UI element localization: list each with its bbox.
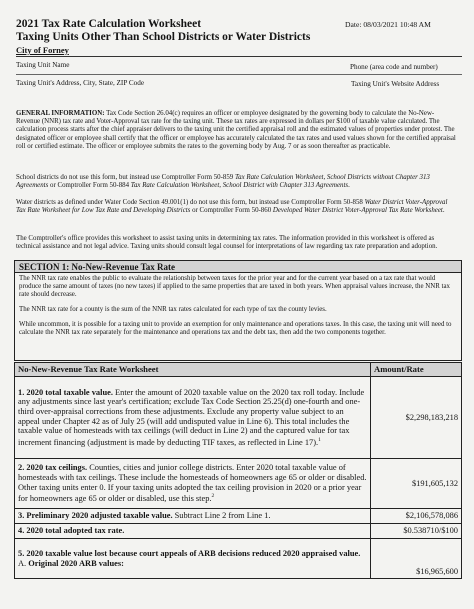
school-note-text: School districts do not use this form, but instead use Comptroller Form 50-859	[16, 174, 235, 181]
line-1-amount: $2,298,183,218	[371, 377, 462, 459]
line-5-title: 5. 2020 taxable value lost because court appeals of ARB decisions reduced 2020 appraised value.	[18, 548, 361, 558]
general-info-text: Tax Code Section 26.04(c) requires an officer or employee designated by the governing body to calculate the No-New-Revenue (NNR) tax rate and Voter-Approval tax rate for the taxing unit. These tax rates are expressed in dollars per $100 of taxable value calculated. The calculation process starts after the chief appraiser delivers to the taxing unit the certified appraisal roll and the estimated values of properties under protest. The designated officer or employee shall certify that the officer or employee has accurately calculated the tax rates and used values shown for the certified appraisal roll or certified estimate. The officer or employee submits the rates to the governing body by Aug. 7 or as soon thereafter as practicable.	[16, 110, 456, 150]
table-row	[15, 377, 462, 459]
school-note-text: .	[348, 182, 350, 190]
table-row	[15, 539, 462, 579]
footnote-marker: 1	[318, 436, 321, 443]
water-form-860-title: Developed Water District Voter-Approval Tax Rate Worksheet	[272, 207, 443, 215]
worksheet-title: 2021 Tax Rate Calculation Worksheet	[16, 18, 202, 30]
print-date: Date: 08/03/2021 10:48 AM	[345, 20, 431, 29]
water-note-text: or Comptroller Form 50-860	[190, 207, 273, 215]
line-2-text: Counties, cities and junior college districts. Enter 2020 total taxable value of homesteads with tax ceilings. These include the homesteads of homeowners age 65 or older or disabled. Other taxing units enter 0. If your taxing units adopted the tax ceiling provision in 2020 or a prior year for homeowners age 65 or older or disabled, use this step.	[18, 463, 367, 503]
school-district-note	[16, 174, 458, 190]
line-2-label	[15, 459, 371, 509]
line-1-title: 1. 2020 total taxable value.	[18, 387, 113, 397]
line-4-title: 4. 2020 total adopted tax rate.	[18, 526, 125, 536]
line-1-text: Enter the amount of 2020 taxable value on the 2020 tax roll today. Include any adjustments since last year's certification; exclude Tax Code Section 25.25(d) one-fourth and one-third over-appraisal corrections from these adjustments. Exclude any property value subject to an appeal under Chapter 42 as of July 25 (will add undisputed value in Line 6). This total includes the taxable value of homesteads with tax ceilings (will deduct in Line 2) and the captured value for tax increment financing (adjustment is made by deducting TIF taxes, as reflected in Line 17).	[18, 387, 365, 447]
table-row	[15, 459, 462, 509]
column-header-amount: Amount/Rate	[371, 363, 462, 377]
table-row	[15, 524, 462, 539]
section-1-paragraph: While uncommon, it is possible for a taxing unit to provide an exemption for only maintenance and operations taxes. In this case, the taxing unit will need to calculate the NNR tax rate separately for the maintenance and operations tax and the debt tax, then add the two components together.	[19, 320, 452, 337]
taxing-unit-name: City of Forney	[16, 45, 69, 55]
table-row	[15, 509, 462, 524]
general-information	[16, 110, 458, 151]
line-3-label	[15, 509, 371, 524]
line-1-label	[15, 377, 371, 459]
comptroller-note: The Comptroller's office provides this worksheet to assist taxing units in determining tax rates. The information provided in this worksheet is offered as technical assistance and not legal advice. Taxing units should consult legal counsel for interpretations of law regarding tax rate preparation and adoption.	[16, 235, 438, 251]
water-form-858-title: Water District Voter-Approval Tax Rate Worksheet for Low Tax Rate and Developing Districts	[16, 199, 448, 215]
section-1-heading: SECTION 1: No-New-Revenue Tax Rate	[14, 260, 462, 273]
water-note-text: Water districts as defined under Water Code Section 49.001(1) do not use this form, but instead use Comptroller Form 50-858	[16, 199, 365, 206]
school-note-text: or Comptroller Form 50-884	[48, 182, 131, 190]
section-1-paragraph: The NNR tax rate for a county is the sum of the NNR tax rates calculated for each type of tax the county levies.	[19, 305, 327, 313]
worksheet-subtitle: Taxing Units Other Than School Districts or Water Districts	[16, 31, 311, 43]
line-2-title: 2. 2020 tax ceilings.	[18, 463, 88, 473]
school-form-859-title: Tax Rate Calculation Worksheet, School Districts without Chapter 313 Agreements	[16, 174, 430, 190]
address-label: Taxing Unit's Address, City, State, ZIP Code	[16, 79, 145, 87]
line-3-text: Subtract Line 2 from Line 1.	[172, 511, 271, 521]
line-5a-prefix: A.	[18, 558, 29, 568]
line-5a-title: Original 2020 ARB values:	[28, 558, 124, 568]
line-5-label	[15, 539, 371, 579]
line-4-amount: $0.538710/$100	[371, 524, 462, 539]
line-3-title: 3. Preliminary 2020 adjusted taxable value.	[18, 511, 173, 521]
phone-label: Phone (area code and number)	[350, 63, 438, 71]
table-header-row	[15, 363, 462, 377]
water-note-text: .	[442, 207, 445, 215]
line-2-amount: $191,605,132	[371, 459, 462, 509]
section-1-body	[14, 273, 462, 361]
school-form-884-title: Tax Rate Calculation Worksheet, School District with Chapter 313 Agreements	[130, 182, 349, 190]
line-5a-amount: $16,965,600	[371, 539, 462, 579]
line-4-label	[15, 524, 371, 539]
line-3-amount: $2,106,578,086	[371, 509, 462, 524]
general-info-heading: GENERAL INFORMATION:	[16, 110, 105, 117]
footnote-marker: 2	[211, 493, 215, 500]
divider	[16, 56, 462, 57]
website-label: Taxing Unit's Website Address	[351, 80, 440, 88]
nnr-worksheet-table	[14, 362, 462, 579]
column-header-label: No-New-Revenue Tax Rate Worksheet	[15, 363, 371, 377]
taxing-unit-name-label: Taxing Unit Name	[16, 61, 70, 69]
divider	[16, 74, 462, 75]
section-1-paragraph: The NNR tax rate enables the public to evaluate the relationship between taxes for the prior year and for the current year based on a tax rate that would produce the same amount of taxes (no new taxes) if applied to the same properties that are taxed in both years. When appraisal values increase, the NNR tax rate should decrease.	[19, 275, 450, 299]
water-district-note	[16, 199, 458, 215]
